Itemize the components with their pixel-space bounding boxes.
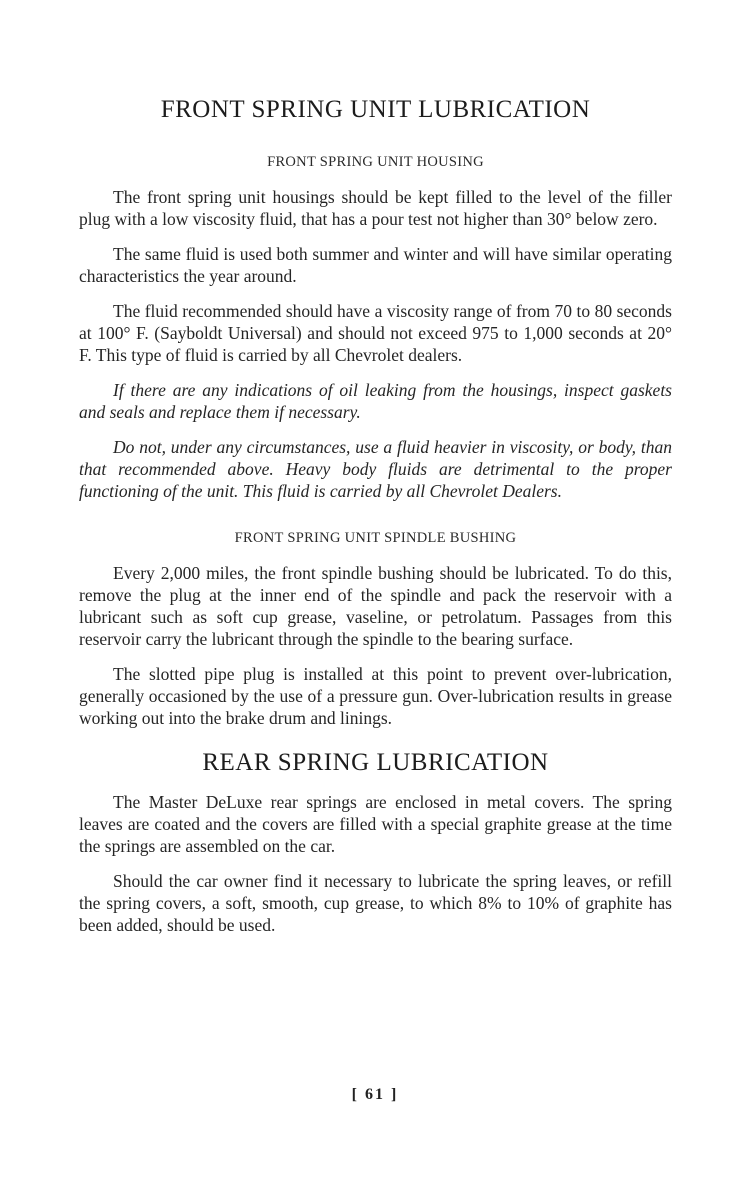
housing-paragraph-3: The fluid recommended should have a viscosity range of from 70 to 80 seconds at 100° F. (Sayboldt Universal) and should not exceed 975 to 1,000 seconds at 20° F. This type of fluid is carried by all Chevrolet dealers.	[79, 301, 672, 365]
housing-paragraph-4: If there are any indications of oil leaking from the housings, inspect gaskets and seals and replace them if necessary.	[79, 380, 672, 422]
rear-paragraph-1: The Master DeLuxe rear springs are enclosed in metal covers. The spring leaves are coated and the covers are filled with a special graphite grease at the time the springs are assembled on the car.	[79, 792, 672, 856]
housing-section	[79, 154, 672, 502]
spindle-section	[79, 530, 672, 729]
page-number: [ 61 ]	[351, 1086, 399, 1103]
spindle-paragraph-1: Every 2,000 miles, the front spindle bushing should be lubricated. To do this, remove the plug at the inner end of the spindle and pack the reservoir with a lubricant such as soft cup grease, vaseline, or petrolatum. Passages from this reservoir carry the lubricant through the spindle to the bearing surface.	[79, 563, 672, 649]
spindle-subheading: FRONT SPRING UNIT SPINDLE BUSHING	[234, 530, 517, 546]
rear-heading: REAR SPRING LUBRICATION	[202, 749, 549, 776]
rear-paragraph-2: Should the car owner find it necessary to lubricate the spring leaves, or refill the spring covers, a soft, smooth, cup grease, to which 8% to 10% of graphite has been added, should be used.	[79, 871, 672, 935]
rear-section	[79, 749, 672, 936]
main-heading: FRONT SPRING UNIT LUBRICATION	[160, 96, 591, 123]
housing-paragraph-5: Do not, under any circumstances, use a fluid heavier in viscosity, or body, than that recommended above. Heavy body fluids are detrimental to the proper functioning of the unit. This fluid is carried by all Chevrolet Dealers.	[79, 437, 672, 501]
housing-paragraph-2: The same fluid is used both summer and winter and will have similar operating characteristics the year around.	[79, 244, 672, 286]
spindle-paragraph-2: The slotted pipe plug is installed at this point to prevent over-lubrication, generally occasioned by the use of a pressure gun. Over-lubrication results in grease working out into the brake drum and linings.	[79, 664, 672, 728]
housing-paragraph-1: The front spring unit housings should be kept filled to the level of the filler plug with a low viscosity fluid, that has a pour test not higher than 30° below zero.	[79, 187, 672, 229]
housing-subheading: FRONT SPRING UNIT HOUSING	[267, 154, 484, 170]
page-content	[79, 96, 672, 936]
